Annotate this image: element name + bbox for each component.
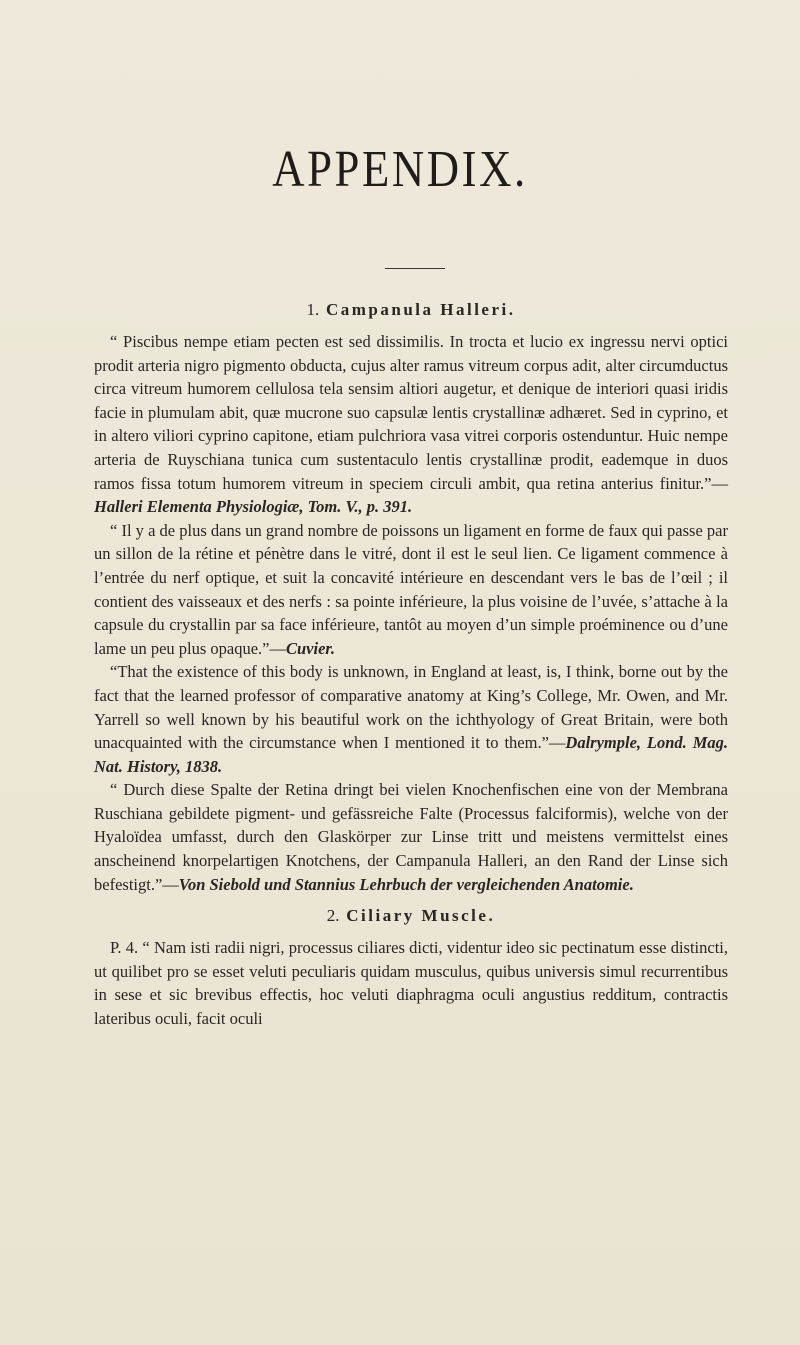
quote-text: P. 4. “ Nam isti radii nigri, processus ciliares dicti, videntur ideo sic pectinatum esse distincti, ut quilibet pro se esset veluti peculiaris quidam musculus, quibus universis simul recurrentibus in sese et sic brevibus effectis, hoc veluti diaphragma oculi angustius redditum, contractis lateribus oculi, facit oculi	[94, 938, 728, 1029]
paragraph-dalrymple	[94, 660, 728, 778]
paragraph-siebold	[94, 778, 728, 896]
quote-text: “ Il y a de plus dans un grand nombre de poissons un ligament en forme de faux qui passe par un sillon de la rétine et pénètre dans le vitré, dont il est le seul lien. Ce ligament commence à l’entrée du nerf optique, et suit la concavité intérieure en descendant vers le bas de l’œil ; il contient des vaisseaux et des nerfs : sa pointe inférieure, la plus voisine de l’uvée, s’attache à la capsule du crystallin par sa face inférieure, tantôt au moyen d’un simple proéminence ou d’une lame un peu plus opaque.”—	[94, 520, 728, 658]
section-heading-2: 2. Ciliary Muscle.	[326, 906, 496, 926]
quote-text: “ Durch diese Spalte der Retina dringt bei vielen Knochenfischen eine von der Membrana Ruschiana gebildete pigment- und gefässreiche Falte (Processus falciformis), welche von der Hyaloïdea umfasst, durch den Glaskörper zur Linse tritt und meistens vermittelst eines anscheinend knorpelartigen Knotchens, der Campanula Halleri, an den Rand der Linse sich befestigt.”—	[94, 780, 728, 894]
paragraph-ciliary	[94, 936, 728, 1030]
citation: Cuvier.	[286, 638, 336, 658]
paragraph-haller	[94, 330, 728, 519]
quote-text: “That the existence of this body is unknown, in England at least, is, I think, borne out by the fact that the learned professor of comparative anatomy at King’s College, Mr. Owen, and Mr. Yarrell so well known by his beautiful work on the ichthyology of Great Britain, were both unacquainted with the circumstance when I mentioned it to them.”—	[94, 662, 728, 753]
quote-text: “ Piscibus nempe etiam pecten est sed dissimilis. In trocta et lucio ex ingressu nervi optici prodit arteria nigro pigmento obducta, cujus alter ramus vitreum corpus adit, alter circumductus circa vitreum humorem cellulosa tela sensim altiori augetur, et denique de interiori quasi iridis facie in plumulam abit, quæ mucrone suo capsulæ lentis crystallinæ adhæret. Sed in cyprino, et in altero viliori cyprino capitone, etiam pulchriora vasa vitrei corporis ostenduntur. Huic nempe arteria de Ruyschiana tunica cum sustentaculo lentis crystallinæ prodit, eademque in duos ramos fissa totum humorem vitreum in speciem circuli ambit, qua retina anterius finitur.”—	[94, 332, 728, 493]
citation: Halleri Elementa Physiologiæ, Tom. V., p. 391.	[94, 497, 413, 517]
page-title: APPENDIX.	[272, 141, 528, 198]
body-text	[94, 290, 728, 1031]
title-divider	[385, 268, 445, 269]
section-heading-1: 1. Campanula Halleri.	[306, 300, 516, 319]
citation: Dalrymple, Lond. Mag. Nat. History, 1838.	[94, 733, 728, 776]
citation: Von Siebold und Stannius Lehrbuch der vergleichenden Anatomie.	[178, 874, 634, 894]
paragraph-cuvier	[94, 519, 728, 661]
